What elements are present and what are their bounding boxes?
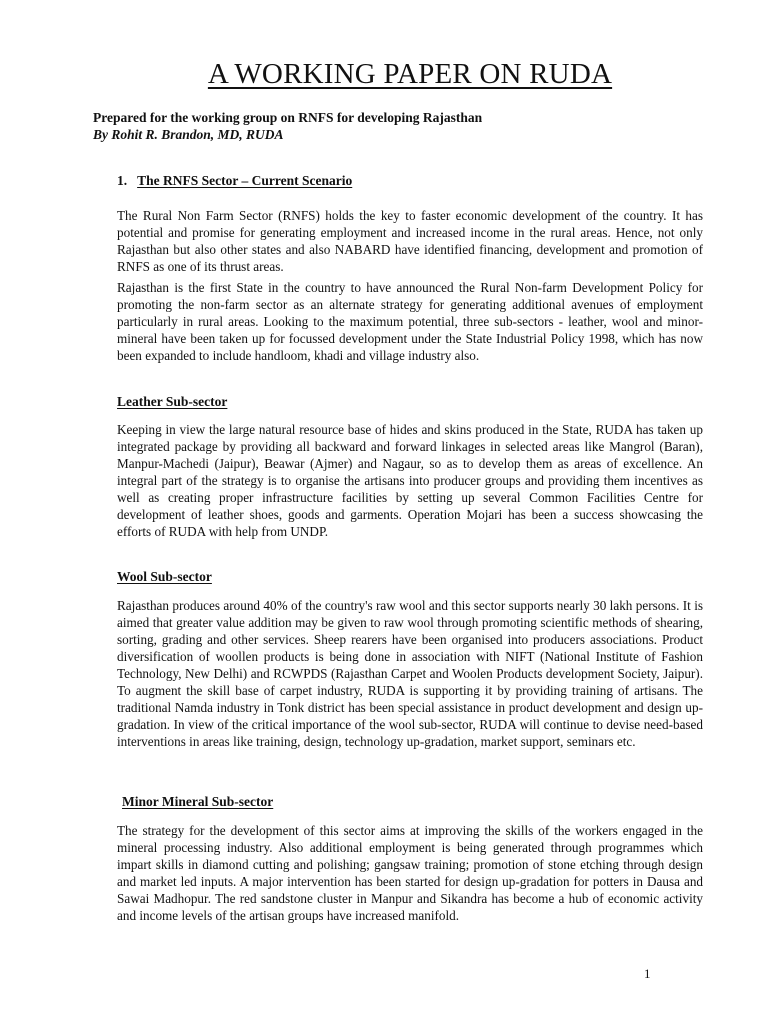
section-number: 1. bbox=[117, 173, 128, 188]
prepared-for-line: Prepared for the working group on RNFS for developing Rajasthan bbox=[93, 110, 483, 125]
minor-mineral-subsector-paragraph: The strategy for the development of this sector aims at improving the skills of the workers engaged in the mineral processing industry. Also additional employment is being generated through programmes which impart skills in diamond cutting and polishing; gangsaw training; promotion of stone etching through design and market led inputs. A major intervention has been started for design up-gradation for potters in Dausa and Sawai Madhopur. The red sandstone cluster in Manpur and Sikandra has become a hub of economic activity and income levels of the artisan groups have increased manifold. bbox=[117, 823, 703, 923]
wool-subsector-heading: Wool Sub-sector bbox=[117, 569, 212, 584]
minor-mineral-subsector-heading: Minor Mineral Sub-sector bbox=[122, 794, 274, 809]
wool-subsector-paragraph: Rajasthan produces around 40% of the country's raw wool and this sector supports nearly 30 lakh persons. It is aimed that greater value addition may be given to raw wool through promoting scientific methods of shearing, sorting, grading and other services. Sheep rearers have been organised into producers associations. Product diversification of woollen products is being done in association with NIFT (National Institute of Fashion Technology, New Delhi) and RCWPDS (Rajasthan Carpet and Woolen Products development Society, Jaipur). To augment the skill base of carpet industry, RUDA is supporting it by providing training of artisans. The traditional Namda industry in Tonk district has been special assistance in product development and design up-gradation. In view of the critical importance of the wool sub-sector, RUDA will continue to devise need-based interventions in areas like training, design, technology up-gradation, market support, seminars etc. bbox=[117, 598, 703, 749]
rnfs-intro-paragraph: The Rural Non Farm Sector (RNFS) holds the key to faster economic development of the country. It has potential and promise for generating employment and increased income in the rural areas. Hence, not only Rajasthan but also other states and also NABARD have identified financing, development and promotion of RNFS as one of its thrust areas. bbox=[117, 208, 703, 274]
page-number: 1 bbox=[644, 966, 651, 981]
leather-subsector-heading: Leather Sub-sector bbox=[117, 394, 228, 409]
document-title: A WORKING PAPER ON RUDA bbox=[207, 58, 613, 90]
rajasthan-policy-paragraph: Rajasthan is the first State in the country to have announced the Rural Non-farm Development Policy for promoting the non-farm sector as an alternate strategy for generating additional avenues of employment particularly in rural areas. Looking to the maximum potential, three sub-sectors - leather, wool and minor-mineral have been taken up for focussed development under the State Industrial Policy 1998, which has now been expanded to include handloom, khadi and village industry also. bbox=[117, 280, 703, 363]
author-line: By Rohit R. Brandon, MD, RUDA bbox=[93, 127, 284, 142]
section-heading bbox=[117, 173, 352, 189]
section-title: The RNFS Sector – Current Scenario bbox=[137, 173, 353, 188]
leather-subsector-paragraph: Keeping in view the large natural resource base of hides and skins produced in the State, RUDA has taken up integrated package by providing all backward and forward linkages in selected areas like Mangrol (Baran), Manpur-Machedi (Jaipur), Beawar (Ajmer) and Nagaur, so as to develop them as areas of excellence. An integral part of the strategy is to organise the artisans into producer groups and providing them incentives as well as creating proper infrastructure facilities by setting up several Common Facilities Centre for development of leather shoes, goods and garments. Operation Mojari has been a success showcasing the efforts of RUDA with help from UNDP. bbox=[117, 422, 703, 539]
